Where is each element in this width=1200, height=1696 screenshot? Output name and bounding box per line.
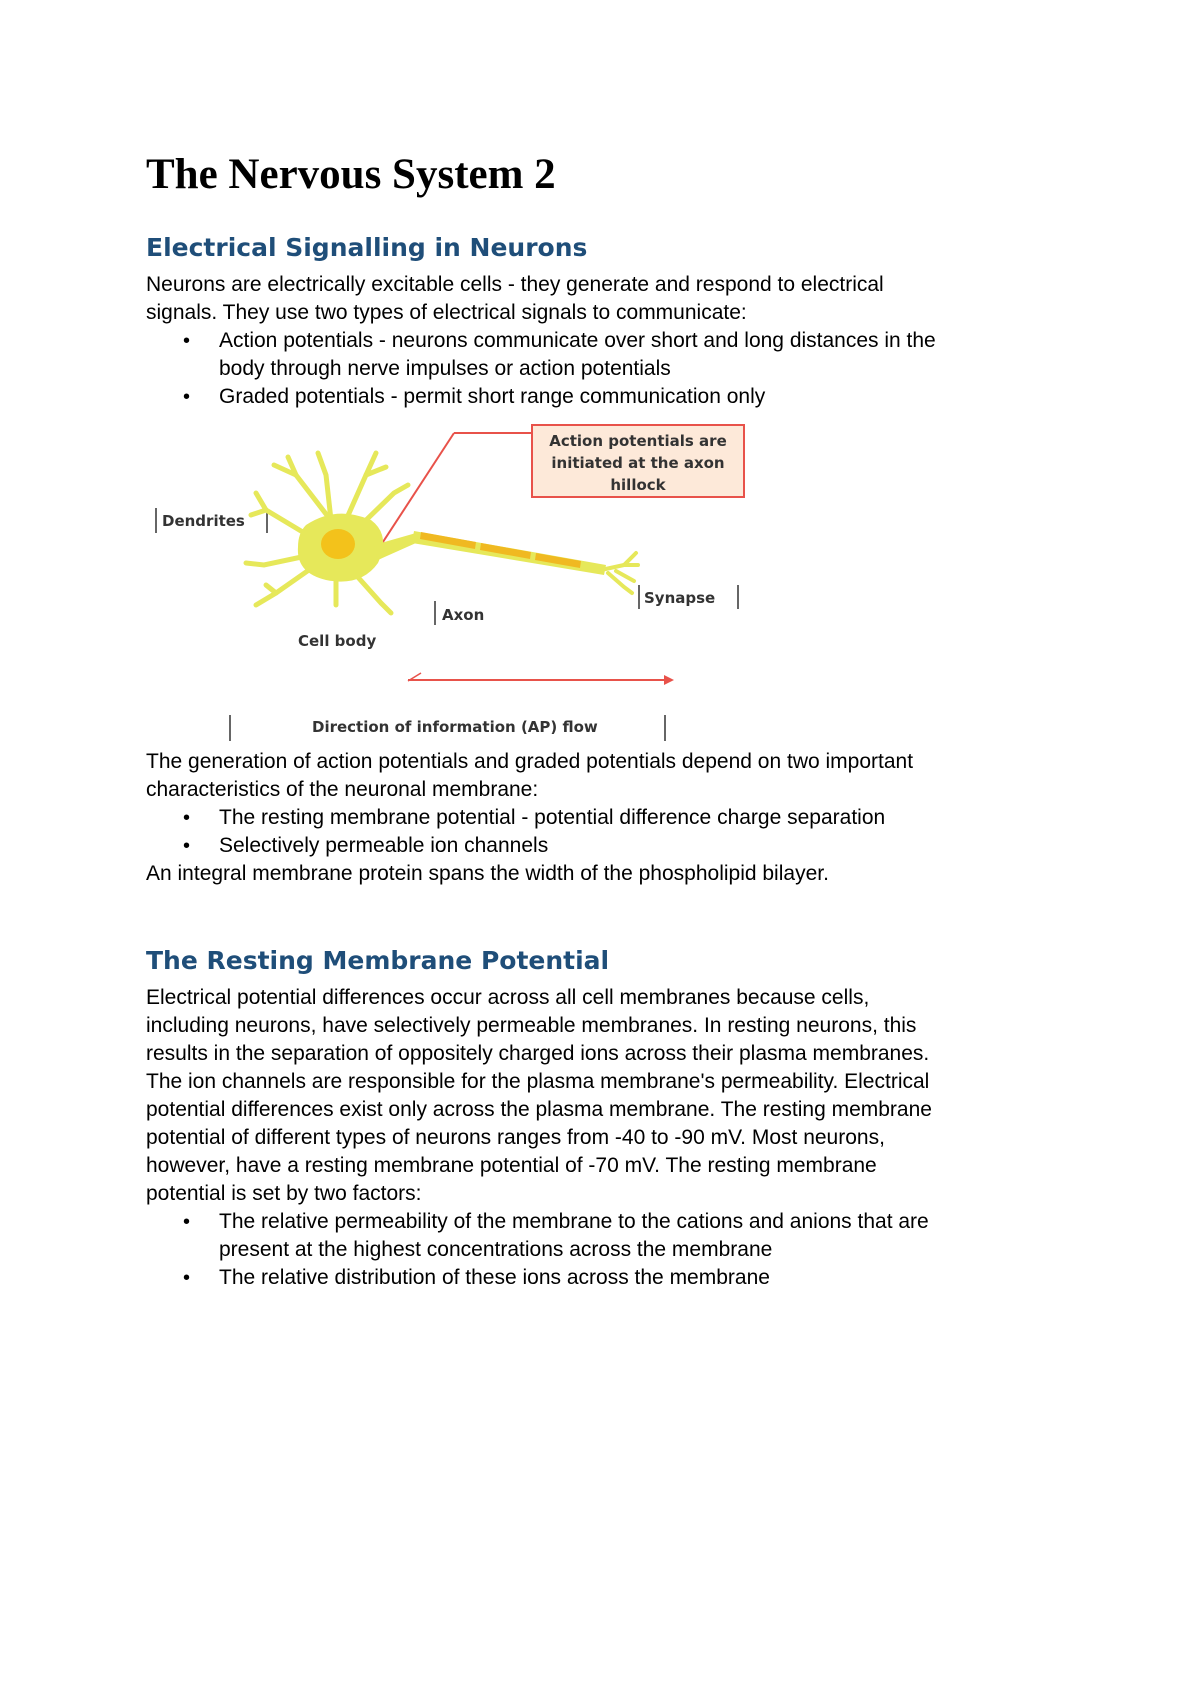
page-title: The Nervous System 2 — [146, 151, 556, 198]
text-line: The ion channels are responsible for the plasma membrane's permeability. Electrical — [146, 1070, 930, 1093]
section1-body — [146, 271, 1066, 411]
bullet-icon: • — [183, 330, 191, 352]
text-line: however, have a resting membrane potential of -70 mV. The resting membrane — [146, 1154, 877, 1177]
bullet-list — [146, 1208, 1066, 1292]
list-item-line: The relative permeability of the membrane to the cations and anions that are — [219, 1210, 929, 1233]
text-line: The generation of action potentials and graded potentials depend on two important — [146, 750, 914, 773]
callout-line: initiated at the axon — [551, 454, 725, 472]
bullet-icon: • — [183, 807, 191, 829]
list-item — [146, 327, 1066, 383]
list-item-line: present at the highest concentrations across the membrane — [219, 1238, 773, 1261]
list-item-line: body through nerve impulses or action potentials — [219, 357, 671, 380]
bullet-list — [146, 327, 1066, 411]
list-item-line: Selectively permeable ion channels — [219, 834, 549, 857]
text-line: characteristics of the neuronal membrane: — [146, 778, 539, 801]
synapse-label: Synapse — [644, 589, 716, 607]
text-line: Neurons are electrically excitable cells - they generate and respond to electrical — [146, 273, 884, 296]
list-item-line: Graded potentials - permit short range communication only — [219, 385, 766, 408]
text-line: signals. They use two types of electrical signals to communicate: — [146, 301, 747, 324]
bullet-icon: • — [183, 386, 191, 408]
list-item-line: Action potentials - neurons communicate over short and long distances in the — [219, 329, 936, 352]
text-line: results in the separation of oppositely charged ions across their plasma membranes. — [146, 1042, 930, 1065]
neuron-diagram — [146, 415, 1066, 745]
bullet-icon: • — [183, 835, 191, 857]
direction-label: Direction of information (AP) flow — [312, 718, 598, 736]
list-item-line: The resting membrane potential - potential difference charge separation — [219, 806, 886, 829]
callout-box — [531, 424, 745, 498]
list-item — [146, 383, 1066, 411]
axon-label: Axon — [442, 606, 485, 624]
list-item — [146, 1264, 1066, 1292]
section1b-body — [146, 748, 1066, 888]
text-line: potential of different types of neurons ranges from -40 to -90 mV. Most neurons, — [146, 1126, 885, 1149]
arrow-head-icon — [664, 675, 674, 685]
text-line: Electrical potential differences occur across all cell membranes because cells, — [146, 986, 870, 1009]
callout-line: hillock — [610, 476, 666, 494]
myelin-segments — [420, 532, 581, 568]
bullet-icon: • — [183, 1211, 191, 1233]
list-item — [146, 804, 1066, 832]
list-item — [146, 832, 1066, 860]
text-line: potential differences exist only across the plasma membrane. The resting membrane — [146, 1098, 932, 1121]
list-item — [146, 1208, 1066, 1264]
axon-terminals-shape — [601, 553, 638, 593]
section-heading-resting-potential: The Resting Membrane Potential — [146, 946, 610, 975]
bullet-list — [146, 804, 1066, 860]
text-line: potential is set by two factors: — [146, 1182, 422, 1205]
text-line: including neurons, have selectively permeable membranes. In resting neurons, this — [146, 1014, 917, 1037]
bullet-icon: • — [183, 1267, 191, 1289]
callout-pointer-line — [381, 433, 454, 545]
cell-body-label: Cell body — [298, 632, 377, 650]
section2-body — [146, 984, 1066, 1292]
nucleus-shape — [321, 529, 355, 559]
text-line: An integral membrane protein spans the width of the phospholipid bilayer. — [146, 862, 829, 885]
dendrites-label: Dendrites — [162, 512, 245, 530]
list-item-line: The relative distribution of these ions across the membrane — [219, 1266, 770, 1289]
section-heading-electrical-signalling: Electrical Signalling in Neurons — [146, 233, 588, 262]
callout-line: Action potentials are — [549, 432, 727, 450]
